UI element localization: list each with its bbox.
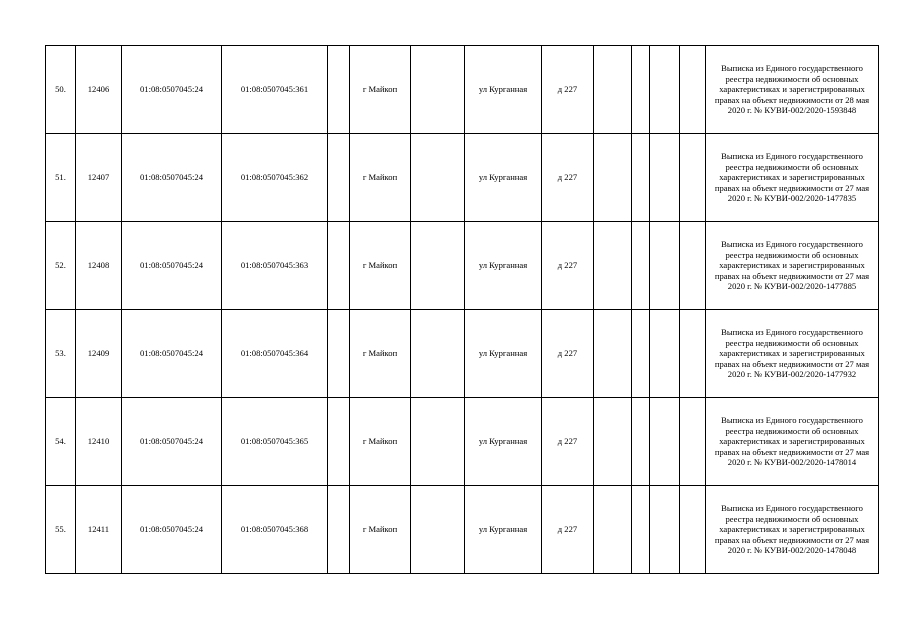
- house-cell: д 227: [542, 310, 594, 398]
- street-cell: ул Курганная: [465, 222, 542, 310]
- empty-cell: [594, 486, 632, 574]
- cadastral-number: 01:08:0507045:368: [222, 486, 328, 574]
- registry-id: 12406: [76, 46, 122, 134]
- empty-cell: [650, 46, 680, 134]
- table-row: [46, 134, 879, 222]
- document-reference: [706, 134, 879, 222]
- empty-cell: [328, 310, 350, 398]
- empty-cell: [411, 222, 465, 310]
- row-number: 54.: [46, 398, 76, 486]
- empty-cell: [680, 486, 706, 574]
- empty-cell: [594, 398, 632, 486]
- row-number: 52.: [46, 222, 76, 310]
- house-cell: д 227: [542, 134, 594, 222]
- table-row: [46, 310, 879, 398]
- parent-cadastral-number: 01:08:0507045:24: [122, 486, 222, 574]
- table-row: [46, 222, 879, 310]
- document-text: Выписка из Единого государственного реестра недвижимости об основных характеристиках и зарегистрированных правах на объект недвижимости от 27 мая 2020 г. № КУВИ-002/2020-1477885: [714, 239, 870, 292]
- city-cell: г Майкоп: [350, 46, 411, 134]
- registry-id: 12411: [76, 486, 122, 574]
- cadastral-number: 01:08:0507045:365: [222, 398, 328, 486]
- empty-cell: [680, 398, 706, 486]
- empty-cell: [650, 134, 680, 222]
- parent-cadastral-number: 01:08:0507045:24: [122, 310, 222, 398]
- empty-cell: [328, 46, 350, 134]
- cadastral-number: 01:08:0507045:362: [222, 134, 328, 222]
- house-cell: д 227: [542, 222, 594, 310]
- empty-cell: [328, 486, 350, 574]
- parent-cadastral-number: 01:08:0507045:24: [122, 222, 222, 310]
- empty-cell: [411, 310, 465, 398]
- registry-id: 12408: [76, 222, 122, 310]
- street-cell: ул Курганная: [465, 310, 542, 398]
- document-text: Выписка из Единого государственного реестра недвижимости об основных характеристиках и зарегистрированных правах на объект недвижимости от 28 мая 2020 г. № КУВИ-002/2020-1593848: [714, 63, 870, 116]
- empty-cell: [328, 398, 350, 486]
- empty-cell: [650, 222, 680, 310]
- empty-cell: [680, 222, 706, 310]
- empty-cell: [411, 46, 465, 134]
- empty-cell: [632, 486, 650, 574]
- empty-cell: [411, 134, 465, 222]
- house-cell: д 227: [542, 398, 594, 486]
- city-cell: г Майкоп: [350, 486, 411, 574]
- street-cell: ул Курганная: [465, 46, 542, 134]
- document-reference: [706, 46, 879, 134]
- registry-id: 12409: [76, 310, 122, 398]
- document-text: Выписка из Единого государственного реестра недвижимости об основных характеристиках и зарегистрированных правах на объект недвижимости от 27 мая 2020 г. № КУВИ-002/2020-1478014: [714, 415, 870, 468]
- empty-cell: [680, 134, 706, 222]
- empty-cell: [328, 222, 350, 310]
- cadastral-number: 01:08:0507045:364: [222, 310, 328, 398]
- empty-cell: [594, 310, 632, 398]
- registry-id: 12407: [76, 134, 122, 222]
- cadastral-number: 01:08:0507045:363: [222, 222, 328, 310]
- empty-cell: [594, 46, 632, 134]
- empty-cell: [328, 134, 350, 222]
- city-cell: г Майкоп: [350, 134, 411, 222]
- city-cell: г Майкоп: [350, 310, 411, 398]
- registry-table: [45, 45, 879, 574]
- document-text: Выписка из Единого государственного реестра недвижимости об основных характеристиках и зарегистрированных правах на объект недвижимости от 27 мая 2020 г. № КУВИ-002/2020-1477932: [714, 327, 870, 380]
- empty-cell: [411, 486, 465, 574]
- empty-cell: [632, 310, 650, 398]
- row-number: 55.: [46, 486, 76, 574]
- empty-cell: [632, 222, 650, 310]
- empty-cell: [650, 486, 680, 574]
- house-cell: д 227: [542, 46, 594, 134]
- document-text: Выписка из Единого государственного реестра недвижимости об основных характеристиках и зарегистрированных правах на объект недвижимости от 27 мая 2020 г. № КУВИ-002/2020-1477835: [714, 151, 870, 204]
- parent-cadastral-number: 01:08:0507045:24: [122, 134, 222, 222]
- document-reference: [706, 310, 879, 398]
- house-cell: д 227: [542, 486, 594, 574]
- empty-cell: [411, 398, 465, 486]
- empty-cell: [680, 46, 706, 134]
- table-row: [46, 398, 879, 486]
- city-cell: г Майкоп: [350, 222, 411, 310]
- empty-cell: [650, 310, 680, 398]
- empty-cell: [632, 134, 650, 222]
- empty-cell: [680, 310, 706, 398]
- street-cell: ул Курганная: [465, 134, 542, 222]
- cadastral-number: 01:08:0507045:361: [222, 46, 328, 134]
- row-number: 53.: [46, 310, 76, 398]
- table-row: [46, 486, 879, 574]
- document-reference: [706, 398, 879, 486]
- street-cell: ул Курганная: [465, 398, 542, 486]
- document-reference: [706, 222, 879, 310]
- empty-cell: [594, 134, 632, 222]
- document-text: Выписка из Единого государственного реестра недвижимости об основных характеристиках и зарегистрированных правах на объект недвижимости от 27 мая 2020 г. № КУВИ-002/2020-1478048: [714, 503, 870, 556]
- empty-cell: [650, 398, 680, 486]
- row-number: 51.: [46, 134, 76, 222]
- row-number: 50.: [46, 46, 76, 134]
- empty-cell: [632, 398, 650, 486]
- empty-cell: [632, 46, 650, 134]
- registry-id: 12410: [76, 398, 122, 486]
- parent-cadastral-number: 01:08:0507045:24: [122, 398, 222, 486]
- empty-cell: [594, 222, 632, 310]
- street-cell: ул Курганная: [465, 486, 542, 574]
- document-reference: [706, 486, 879, 574]
- city-cell: г Майкоп: [350, 398, 411, 486]
- parent-cadastral-number: 01:08:0507045:24: [122, 46, 222, 134]
- table-row: [46, 46, 879, 134]
